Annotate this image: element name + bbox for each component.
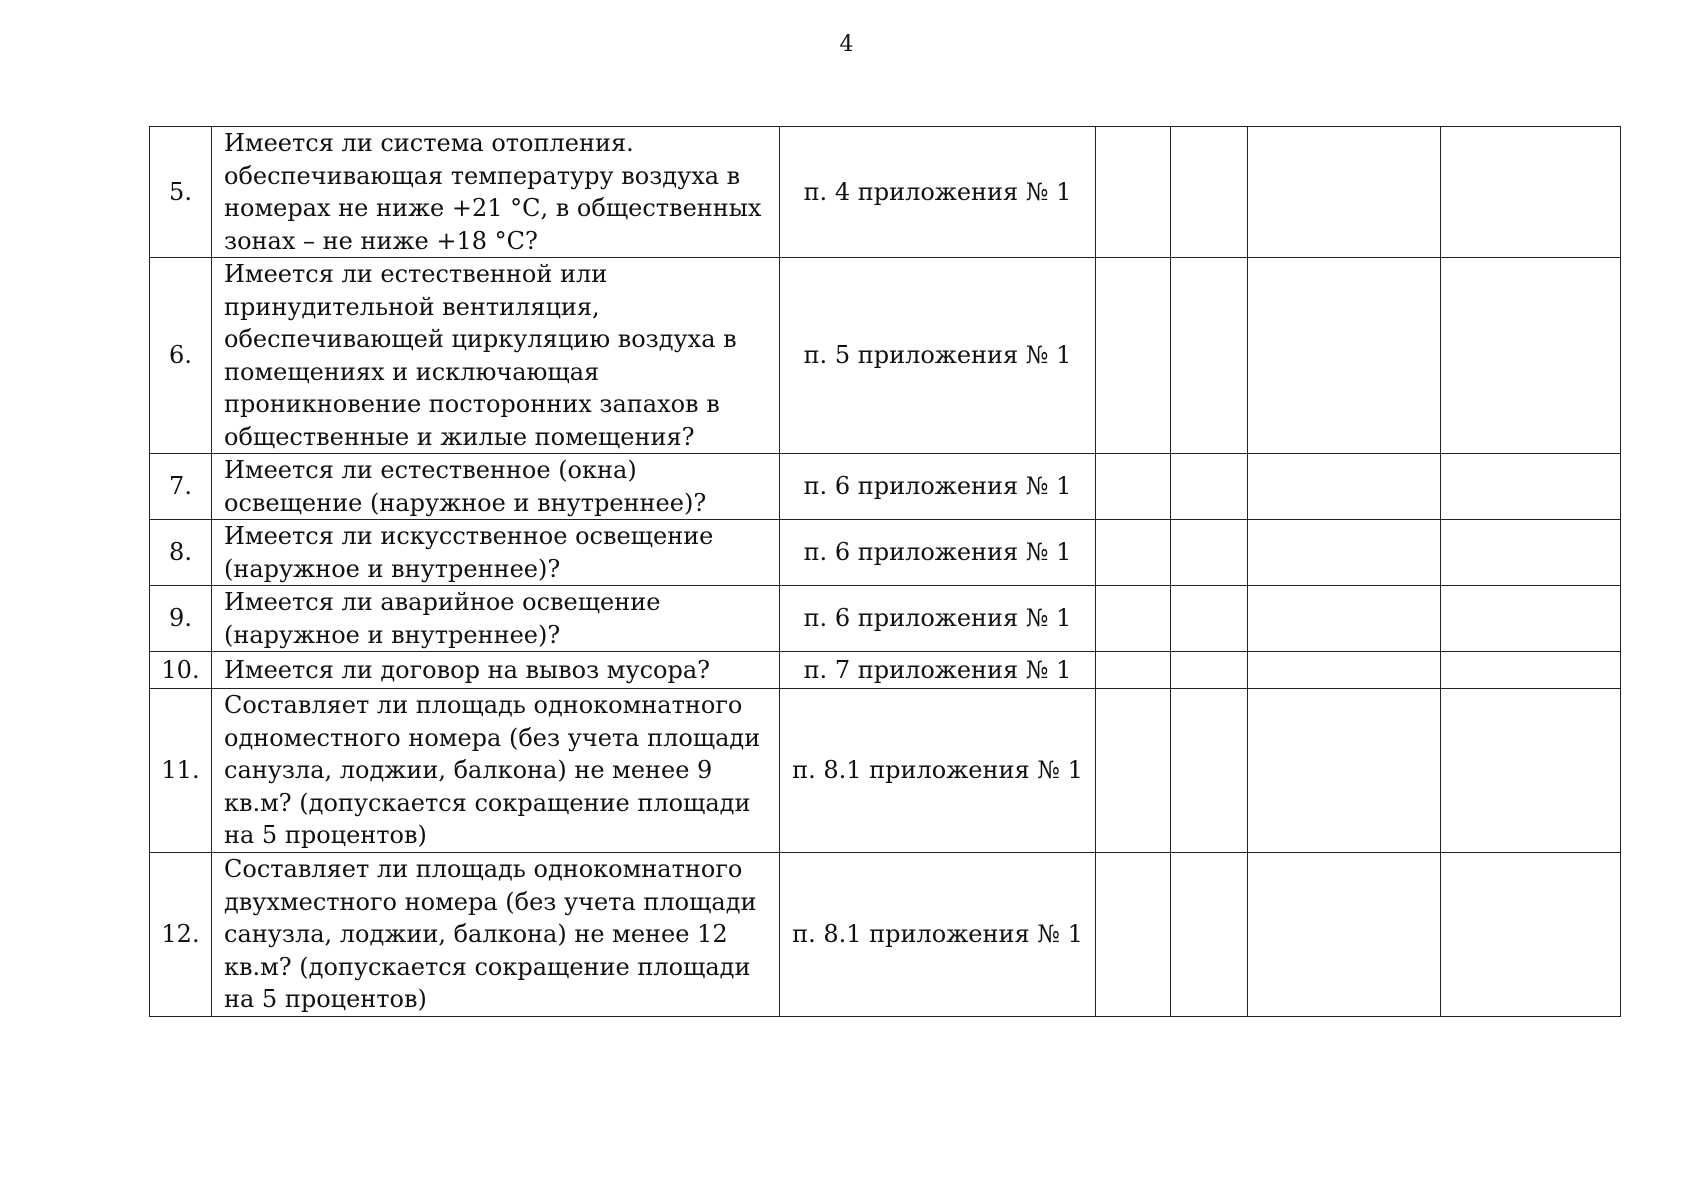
row-number: 6. [150,258,212,454]
requirement-reference: п. 8.1 приложения № 1 [780,689,1096,853]
answer-cell-no[interactable] [1171,127,1248,258]
answer-cell-yes[interactable] [1096,652,1171,689]
question-text: Имеется ли договор на вывоз мусора? [212,652,780,689]
answer-cell-na[interactable] [1248,689,1441,853]
table-row [150,853,1621,1017]
question-text: Составляет ли площадь однокомнатного двухместного номера (без учета площади санузла, лоджии, балкона) не менее 12 кв.м? (допускается сокращение площади на 5 процентов) [212,853,780,1017]
answer-cell-notes[interactable] [1441,454,1621,520]
row-number: 7. [150,454,212,520]
question-text: Имеется ли аварийное освещение (наружное и внутреннее)? [212,586,780,652]
answer-cell-na[interactable] [1248,586,1441,652]
answer-cell-yes[interactable] [1096,127,1171,258]
answer-cell-na[interactable] [1248,520,1441,586]
answer-cell-yes[interactable] [1096,586,1171,652]
table-row [150,454,1621,520]
answer-cell-no[interactable] [1171,520,1248,586]
answer-cell-yes[interactable] [1096,689,1171,853]
answer-cell-notes[interactable] [1441,689,1621,853]
answer-cell-no[interactable] [1171,652,1248,689]
answer-cell-no[interactable] [1171,853,1248,1017]
answer-cell-notes[interactable] [1441,853,1621,1017]
row-number: 10. [150,652,212,689]
answer-cell-no[interactable] [1171,689,1248,853]
table-row [150,127,1621,258]
answer-cell-yes[interactable] [1096,853,1171,1017]
answer-cell-no[interactable] [1171,454,1248,520]
table-row [150,586,1621,652]
answer-cell-notes[interactable] [1441,586,1621,652]
requirement-reference: п. 4 приложения № 1 [780,127,1096,258]
page-number: 4 [839,32,854,57]
question-text: Имеется ли естественное (окна) освещение (наружное и внутреннее)? [212,454,780,520]
answer-cell-yes[interactable] [1096,258,1171,454]
row-number: 11. [150,689,212,853]
row-number: 9. [150,586,212,652]
requirement-reference: п. 6 приложения № 1 [780,520,1096,586]
requirement-reference: п. 7 приложения № 1 [780,652,1096,689]
answer-cell-notes[interactable] [1441,652,1621,689]
answer-cell-notes[interactable] [1441,520,1621,586]
question-text: Имеется ли искусственное освещение (наружное и внутреннее)? [212,520,780,586]
table-row [150,689,1621,853]
answer-cell-yes[interactable] [1096,454,1171,520]
answer-cell-notes[interactable] [1441,127,1621,258]
question-text: Имеется ли система отопления. обеспечивающая температуру воздуха в номерах не ниже +21 °С, в общественных зонах – не ниже +18 °С? [212,127,780,258]
answer-cell-na[interactable] [1248,127,1441,258]
table-row [150,520,1621,586]
row-number: 5. [150,127,212,258]
requirement-reference: п. 8.1 приложения № 1 [780,853,1096,1017]
answer-cell-na[interactable] [1248,853,1441,1017]
requirement-reference: п. 6 приложения № 1 [780,586,1096,652]
question-text: Составляет ли площадь однокомнатного одноместного номера (без учета площади санузла, лоджии, балкона) не менее 9 кв.м? (допускается сокращение площади на 5 процентов) [212,689,780,853]
row-number: 8. [150,520,212,586]
answer-cell-notes[interactable] [1441,258,1621,454]
requirement-reference: п. 6 приложения № 1 [780,454,1096,520]
checklist-table [149,126,1621,1017]
answer-cell-na[interactable] [1248,258,1441,454]
answer-cell-no[interactable] [1171,258,1248,454]
table-row [150,652,1621,689]
answer-cell-no[interactable] [1171,586,1248,652]
answer-cell-na[interactable] [1248,454,1441,520]
row-number: 12. [150,853,212,1017]
answer-cell-na[interactable] [1248,652,1441,689]
table-row [150,258,1621,454]
answer-cell-yes[interactable] [1096,520,1171,586]
requirement-reference: п. 5 приложения № 1 [780,258,1096,454]
question-text: Имеется ли естественной или принудительной вентиляция, обеспечивающей циркуляцию воздуха в помещениях и исключающая проникновение посторонних запахов в общественные и жилые помещения? [212,258,780,454]
